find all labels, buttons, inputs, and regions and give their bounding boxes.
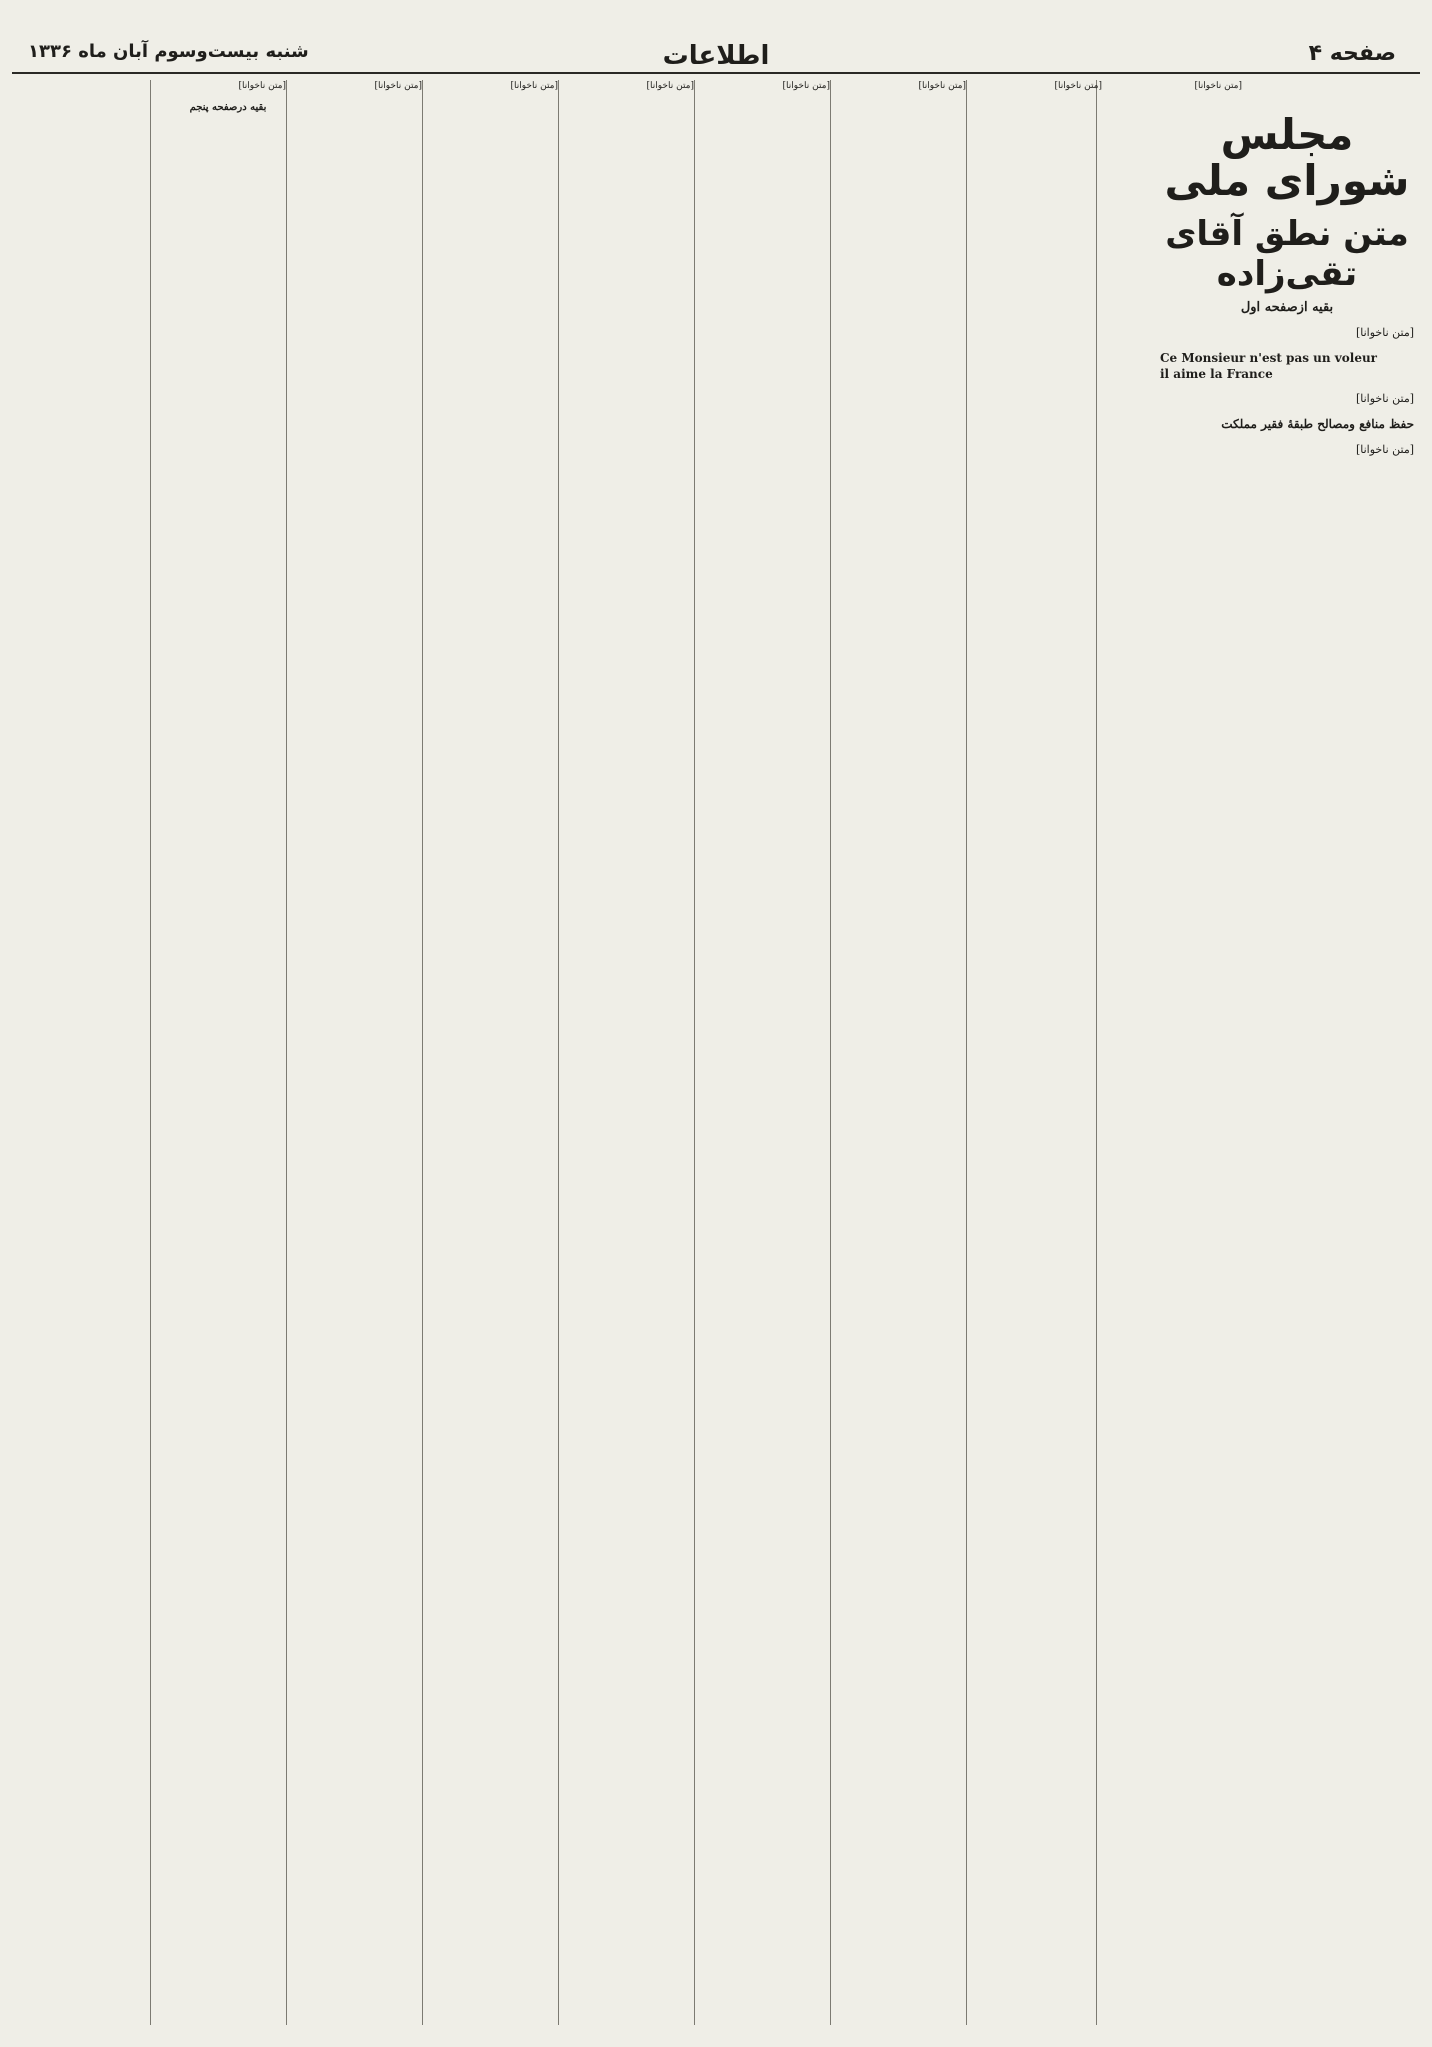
column-divider xyxy=(286,80,287,2025)
header-rule xyxy=(12,72,1420,74)
article-headline: مجلس شورای ملی xyxy=(1164,110,1410,205)
continued-on-page-note: بقیه درصفحه پنجم xyxy=(189,102,267,113)
text-column xyxy=(1114,80,1242,2025)
lead-text-middle: [متن ناخوانا] xyxy=(1355,392,1414,405)
page-number-label: صفحه ۴ xyxy=(1308,41,1396,66)
column-text: [متن ناخوانا] xyxy=(918,81,966,91)
column-divider xyxy=(422,80,423,2025)
text-column xyxy=(170,80,286,2025)
column-text: [متن ناخوانا] xyxy=(1054,81,1102,91)
column-text: [متن ناخوانا] xyxy=(782,81,830,91)
text-column xyxy=(978,80,1102,2025)
column-text: [متن ناخوانا] xyxy=(374,81,422,91)
column-divider xyxy=(966,80,967,2025)
column-divider xyxy=(558,80,559,2025)
column-text: [متن ناخوانا] xyxy=(646,81,694,91)
column-divider xyxy=(150,80,151,2025)
lead-text-closing: [متن ناخوانا] xyxy=(1355,443,1414,456)
text-column xyxy=(842,80,966,2025)
lead-text-opening: [متن ناخوانا] xyxy=(1355,326,1414,339)
newspaper-masthead: اطلاعات xyxy=(662,41,770,71)
issue-date: شنبه بیست‌وسوم آبان ماه ۱۳۳۶ xyxy=(28,41,309,62)
column-divider xyxy=(694,80,695,2025)
french-quote-line-1: Ce Monsieur n'est pas un voleur xyxy=(1160,351,1378,365)
column-text: [متن ناخوانا] xyxy=(510,81,558,91)
paragraph-heading: حفظ منافع ومصالح طبقهٔ فقیر مملکت xyxy=(1221,417,1414,431)
column-text: [متن ناخوانا] xyxy=(1194,81,1242,91)
french-quote-line-2: il aime la France xyxy=(1160,367,1273,381)
text-column xyxy=(434,80,558,2025)
text-column xyxy=(570,80,694,2025)
continuation-note: بقیه ازصفحه اول xyxy=(1240,300,1334,315)
text-column xyxy=(706,80,830,2025)
column-text: [متن ناخوانا] xyxy=(238,81,286,91)
article-subhead: متن نطق آقای تقی‌زاده xyxy=(1165,214,1409,294)
column-divider xyxy=(830,80,831,2025)
text-column xyxy=(298,80,422,2025)
